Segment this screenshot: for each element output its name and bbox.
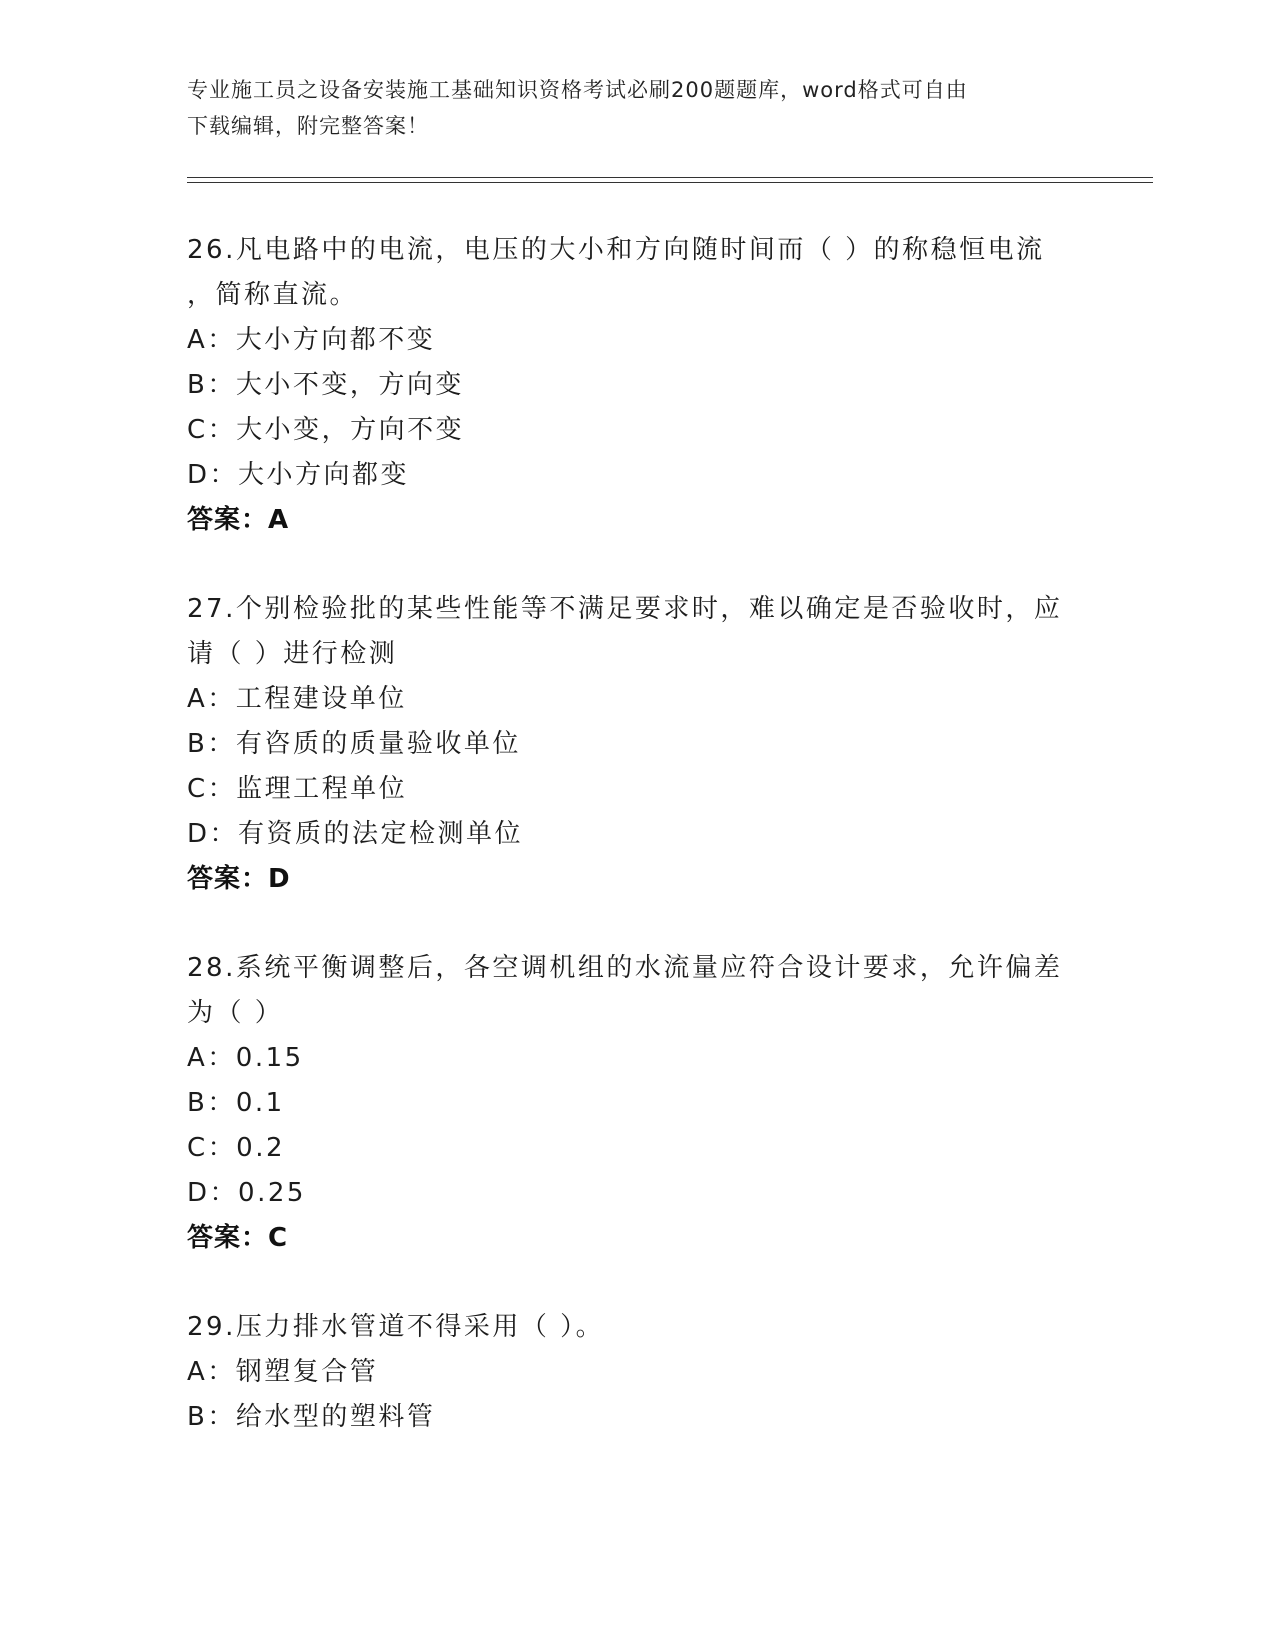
- option-b: B：给水型的塑料管: [187, 1402, 436, 1432]
- option-d: D：0.25: [187, 1178, 306, 1208]
- option-c: C：大小变，方向不变: [187, 415, 465, 445]
- answer-label: 答案：C: [187, 1223, 289, 1253]
- option-d: D：大小方向都变: [187, 460, 410, 490]
- question-29: [187, 1305, 1067, 1440]
- question-stem-line-1: 27.个别检验批的某些性能等不满足要求时，难以确定是否验收时，应: [187, 594, 1063, 624]
- option-c: C：0.2: [187, 1133, 286, 1163]
- header-divider-bottom: [187, 182, 1153, 183]
- option-b: B：0.1: [187, 1088, 285, 1118]
- question-stem-line-2: 请（ ）进行检测: [187, 639, 398, 669]
- document-header: [187, 72, 1067, 144]
- option-a: A：钢塑复合管: [187, 1357, 379, 1387]
- answer-label: 答案：A: [187, 505, 290, 535]
- option-b: B：大小不变，方向变: [187, 370, 464, 400]
- question-stem-line-1: 28.系统平衡调整后，各空调机组的水流量应符合设计要求，允许偏差: [187, 953, 1063, 983]
- question-27: [187, 587, 1067, 902]
- header-title-line-1: 专业施工员之设备安装施工基础知识资格考试必刷200题题库，word格式可自由: [187, 78, 968, 102]
- question-stem-line-2: 为（ ）: [187, 998, 284, 1028]
- answer-label: 答案：D: [187, 864, 291, 894]
- option-b: B：有咨质的质量验收单位: [187, 729, 521, 759]
- header-divider-top: [187, 177, 1153, 178]
- option-a: A：0.15: [187, 1043, 304, 1073]
- option-a: A：大小方向都不变: [187, 325, 436, 355]
- header-title-line-2: 下载编辑，附完整答案！: [187, 114, 429, 138]
- option-d: D：有资质的法定检测单位: [187, 819, 524, 849]
- question-stem-line-1: 29.压力排水管道不得采用（ ）。: [187, 1312, 605, 1342]
- question-28: [187, 946, 1067, 1261]
- question-26: [187, 228, 1067, 543]
- option-a: A：工程建设单位: [187, 684, 407, 714]
- question-stem-line-1: 26.凡电路中的电流，电压的大小和方向随时间而（ ）的称稳恒电流: [187, 235, 1045, 265]
- question-stem-line-2: ，简称直流。: [187, 280, 359, 310]
- option-c: C：监理工程单位: [187, 774, 408, 804]
